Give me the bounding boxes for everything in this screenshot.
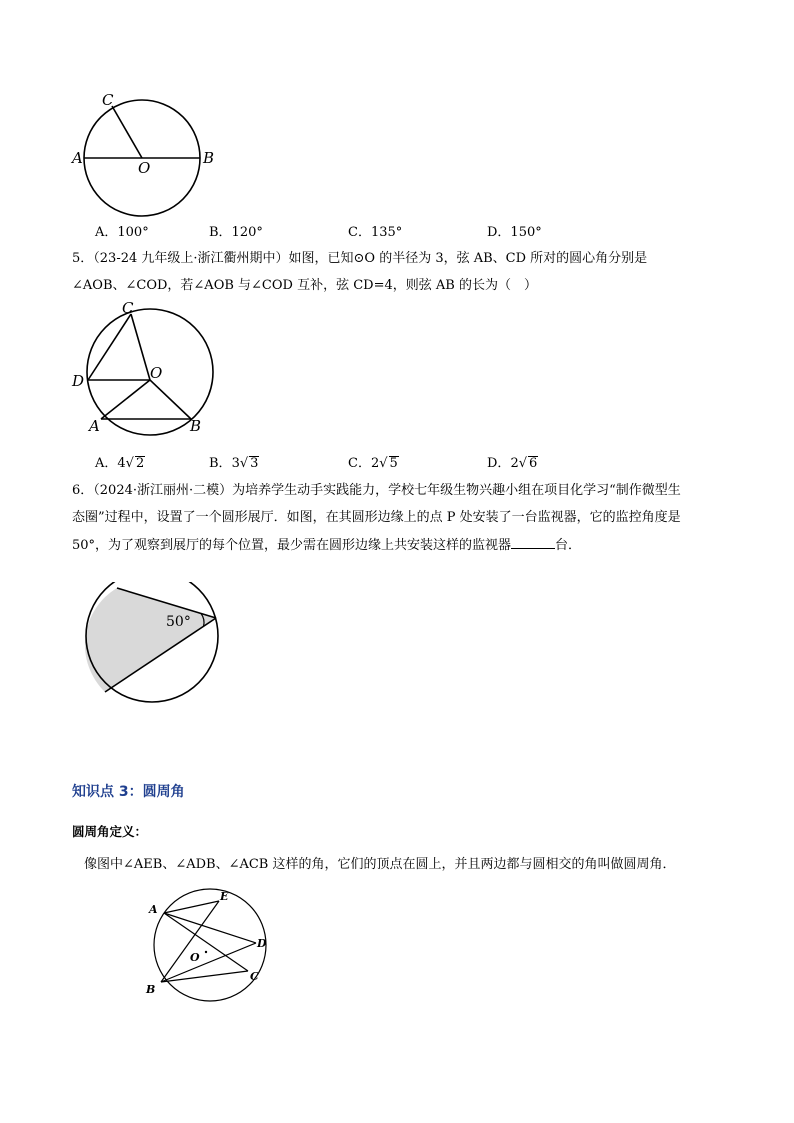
q4-option-b[interactable]: B．120° — [209, 225, 263, 240]
q5-option-d[interactable]: D．2√ 6 — [487, 456, 538, 471]
q5-label-a: A — [89, 417, 100, 435]
q6-angle-label: 50° — [166, 614, 191, 630]
q6-monitored-sector — [85, 588, 216, 692]
q6-line-3-suffix: 台． — [555, 538, 582, 553]
q4-option-c[interactable]: C．135° — [348, 225, 403, 240]
section-label-a: A — [149, 903, 158, 916]
q5-option-c-coef: 2 — [370, 456, 380, 471]
section-label-o: O — [190, 951, 200, 964]
q5-option-b[interactable]: B．3√ 3 — [209, 456, 259, 471]
q6-line-3-text: 50°，为了观察到展厅的每个位置，最少需在圆形边缘上共安装这样的监视器 — [72, 538, 512, 553]
section-label-d: D — [257, 937, 267, 950]
center-point — [205, 951, 207, 953]
section-figure — [140, 885, 280, 1005]
q4-label-b: B — [203, 149, 215, 167]
q5-option-a-letter: A． — [95, 456, 118, 471]
section-label-e: E — [220, 890, 229, 903]
q5-option-d-coef: 2 — [510, 456, 519, 471]
q5-option-d-radicand: 6 — [529, 456, 538, 471]
q5-option-a-radicand: 2 — [135, 456, 145, 471]
q4-option-a[interactable]: A．100° — [95, 225, 149, 240]
q5-radius-oa — [101, 380, 150, 419]
q5-figure — [66, 300, 226, 440]
q5-option-c[interactable]: C．2√ 5 — [348, 456, 398, 471]
q5-radius-ob — [150, 380, 191, 419]
q4-radius-oc — [112, 106, 142, 158]
q5-option-c-letter: C． — [348, 456, 371, 471]
q5-option-a-coef: 4 — [117, 456, 126, 471]
q6-question-line-3 — [72, 536, 581, 555]
line-ad — [164, 913, 256, 943]
line-ae — [164, 901, 219, 913]
definition-text: 像图中∠AEB、∠ADB、∠ACB 这样的角，它们的顶点在圆上，并且两边都与圆相交的角叫做圆周角． — [84, 857, 676, 872]
q5-option-d-letter: D． — [487, 456, 511, 471]
q5-label-c: C — [122, 300, 134, 317]
section-label-b: B — [146, 983, 156, 996]
q4-figure — [60, 88, 230, 223]
section-title: 知识点 3：圆周角 — [72, 784, 185, 800]
q5-option-b-coef: 3 — [231, 456, 240, 471]
q5-question-line-1: 5．（23-24 九年级上·浙江衢州期中）如图，已知⊙O 的半径为 3，弦 AB、CD 所对的圆心角分别是 — [72, 251, 648, 266]
q6-question-line-2: 态圈”过程中，设置了一个圆形展厅．如图，在其圆形边缘上的点 P 处安装了一台监视器，它的监控角度是 — [72, 510, 681, 525]
line-ac — [164, 913, 248, 971]
q6-question-line-1: 6．（2024·浙江丽州·二模）为培养学生动手实践能力，学校七年级生物兴趣小组在项目化学习“制作微型生 — [72, 483, 681, 498]
q5-option-a[interactable]: A．4√ 2 — [95, 456, 145, 471]
q5-question-line-2: ∠AOB、∠COD，若∠AOB 与∠COD 互补，弦 CD=4，则弦 AB 的长为（ ） — [72, 278, 537, 293]
section-label-c: C — [250, 970, 259, 983]
q5-label-b: B — [190, 417, 202, 435]
q5-label-o: O — [150, 364, 163, 382]
q5-option-c-radicand: 5 — [389, 456, 398, 471]
q5-option-b-radicand: 3 — [250, 456, 259, 471]
q5-radius-oc — [131, 314, 150, 380]
definition-title: 圆周角定义： — [72, 824, 148, 839]
q4-option-d[interactable]: D．150° — [487, 225, 542, 240]
q5-option-b-letter: B． — [209, 456, 232, 471]
q6-answer-blank[interactable] — [511, 536, 555, 549]
q4-label-a: A — [72, 149, 83, 167]
q4-label-c: C — [102, 91, 114, 109]
q4-label-o: O — [138, 159, 151, 177]
q5-label-d: D — [72, 372, 85, 390]
q6-figure — [80, 582, 230, 712]
